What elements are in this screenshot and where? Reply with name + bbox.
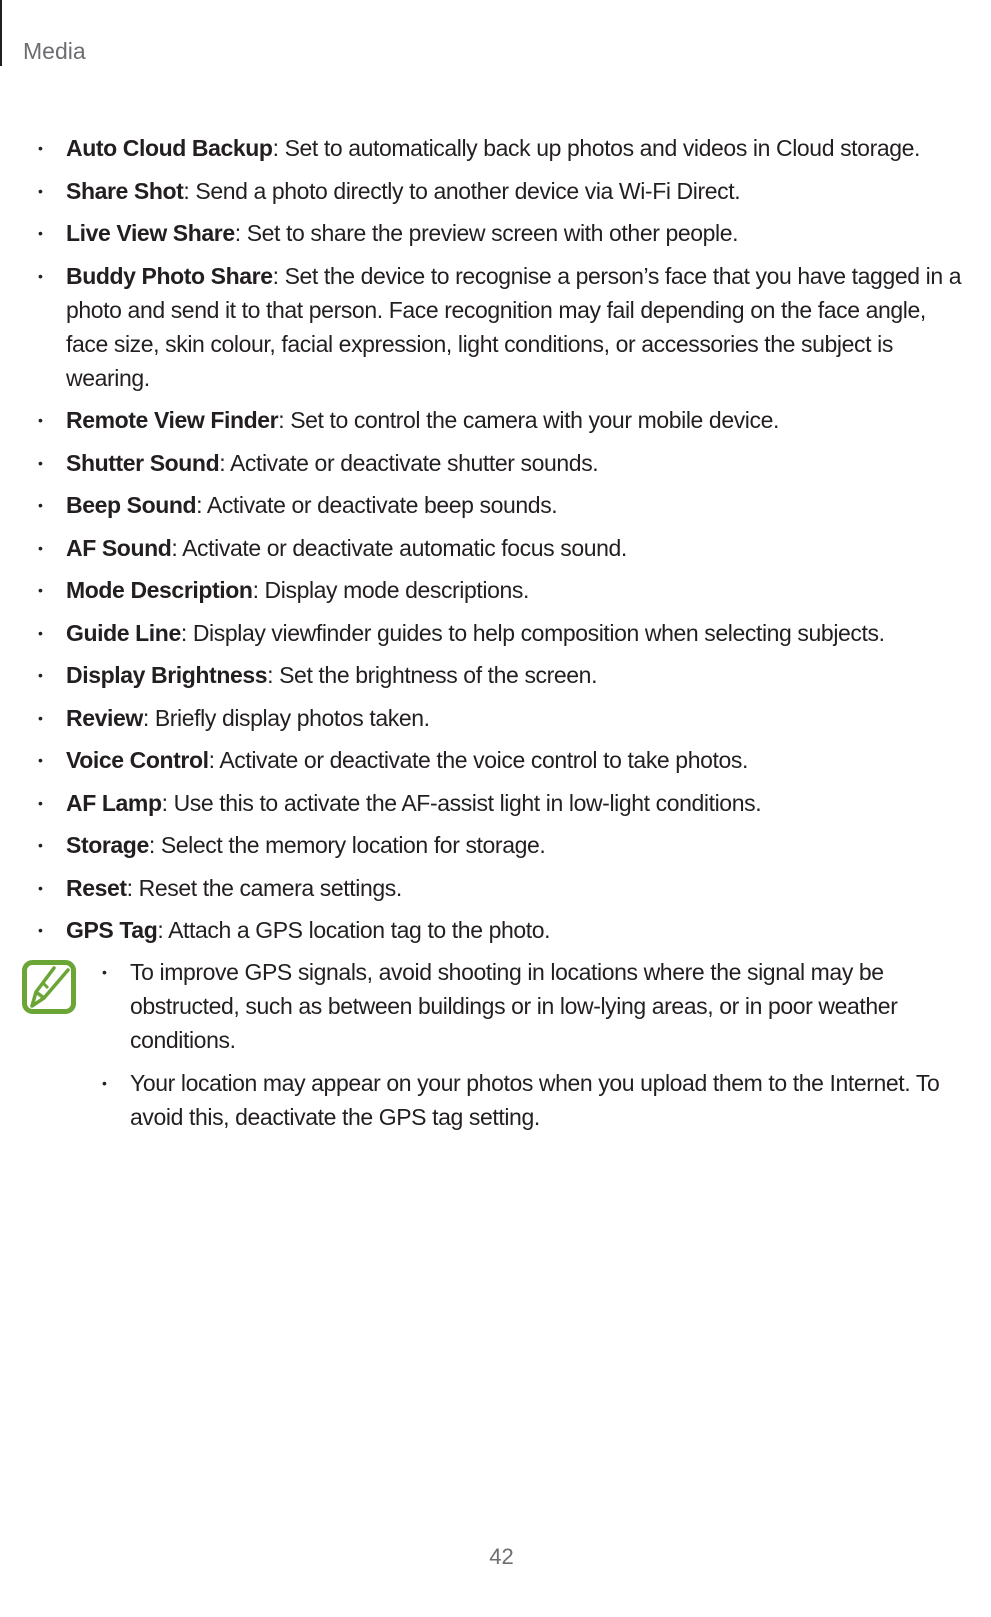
setting-description: : Set to share the preview screen with other people. [234,220,739,246]
setting-term: GPS Tag [66,917,158,943]
setting-term: Beep Sound [66,492,197,518]
setting-term: Guide Line [66,619,181,646]
list-item [66,913,966,947]
list-item [66,446,966,480]
setting-term: Display Brightness [66,662,268,688]
list-item [66,216,966,250]
page-edge-rule [0,0,2,66]
setting-term: Buddy Photo Share [66,262,273,289]
setting-description: : Send a photo directly to another device via Wi-Fi Direct. [183,177,741,204]
list-item [66,786,966,820]
setting-description: : Activate or deactivate automatic focus sound. [171,534,627,561]
setting-description: : Attach a GPS location tag to the photo. [157,917,551,943]
setting-description: : Display viewfinder guides to help composition when selecting subjects. [180,619,885,646]
list-item [66,403,966,437]
list-item [66,871,966,905]
settings-list [66,131,966,956]
list-item [66,743,966,777]
setting-term: Voice Control [66,747,209,773]
list-item [66,174,966,208]
setting-description: : Display mode descriptions. [252,577,529,603]
note-pencil-icon [22,960,76,1014]
setting-term: Live View Share [66,220,235,246]
setting-description: : Select the memory location for storage. [148,832,546,858]
list-item [66,259,966,395]
setting-term: Storage [66,832,149,858]
section-header: Media [23,38,86,64]
page-number: 42 [489,1544,514,1569]
setting-description: : Activate or deactivate shutter sounds. [219,449,599,476]
list-item [66,131,966,165]
list-item [66,488,966,522]
setting-description: : Activate or deactivate the voice control to take photos. [208,747,748,773]
note-list [130,955,970,1142]
setting-description: : Set the brightness of the screen. [267,662,598,688]
setting-term: Review [66,704,143,731]
setting-description: : Activate or deactivate beep sounds. [196,492,558,518]
setting-description: : Set to automatically back up photos and videos in Cloud storage. [272,135,920,161]
list-item [66,701,966,735]
setting-term: AF Sound [66,534,172,561]
setting-description: : Use this to activate the AF-assist light in low-light conditions. [161,789,762,816]
setting-term: Share Shot [66,177,184,204]
list-item [66,531,966,565]
setting-term: Reset [66,874,127,901]
setting-description: : Set the device to recognise a person’s face that you have tagged in a photo and send it to that person. Face recognition may fail depending on the face angle, face size, skin colour, facial expression, light conditions, or accessories the subject is wearing. [66,262,962,391]
setting-term: Remote View Finder [66,407,279,433]
list-item [66,573,966,607]
note-item: • Your location may appear on your photos when you upload them to the Internet. To avoid this, deactivate the GPS tag setting. [130,1066,970,1134]
setting-description: : Briefly display photos taken. [142,704,430,731]
list-item [66,616,966,650]
setting-description: : Set to control the camera with your mobile device. [278,407,779,433]
setting-term: AF Lamp [66,789,162,816]
list-item [66,828,966,862]
setting-term: Mode Description [66,577,253,603]
note-item: • To improve GPS signals, avoid shooting in locations where the signal may be obstructed, such as between buildings or in low-lying areas, or in poor weather conditions. [130,955,970,1057]
setting-description: : Reset the camera settings. [126,874,402,901]
setting-term: Shutter Sound [66,449,220,476]
setting-term: Auto Cloud Backup [66,135,273,161]
list-item [66,658,966,692]
